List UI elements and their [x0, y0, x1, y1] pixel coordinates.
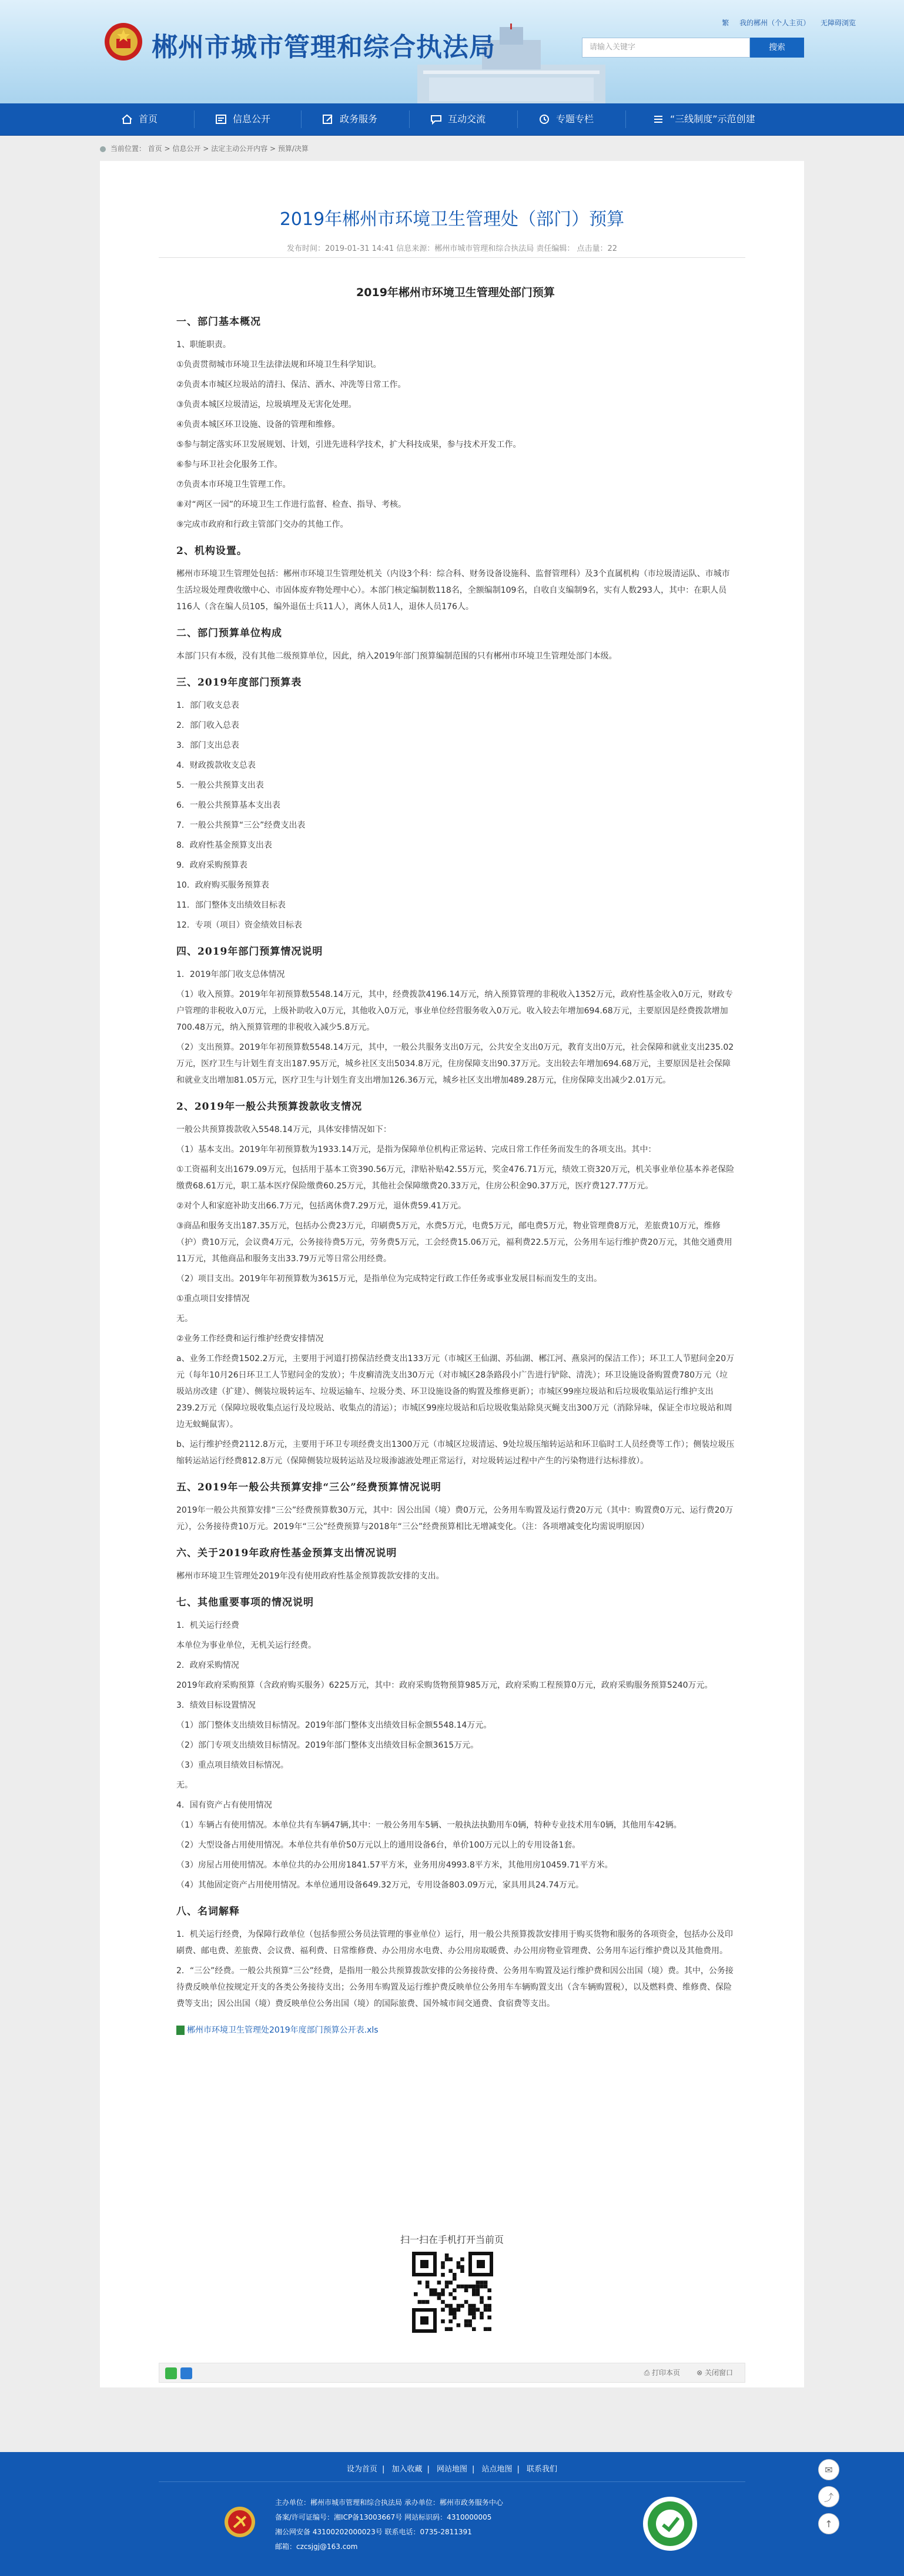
nav-label: “三线制度”示范创建: [670, 113, 755, 125]
paragraph: ①重点项目安排情况: [176, 1294, 250, 1304]
paragraph: 6．一般公共预算基本支出表: [176, 801, 280, 810]
section-heading: 2、2019年一般公共预算拨款收支情况: [176, 1101, 363, 1113]
paragraph: 3．部门支出总表: [176, 741, 239, 750]
paragraph: 4．财政拨款收支总表: [176, 761, 256, 770]
breadcrumb-item-info[interactable]: 信息公开: [172, 145, 201, 153]
nav-label: 政务服务: [340, 113, 378, 125]
nav-label: 信息公开: [233, 113, 271, 125]
close-window-button[interactable]: ⊗ 关闭窗口: [697, 2369, 733, 2377]
nav-item-topics[interactable]: [538, 103, 594, 135]
paragraph: 10．政府购买服务预算表: [176, 881, 269, 890]
paragraph: 7．一般公共预算“三公”经费支出表: [176, 821, 306, 830]
paragraph: 9．政府采购预算表: [176, 861, 247, 870]
paragraph: （2）项目支出。2019年年初预算数为3615万元，是指单位为完成特定行政工作任务或事业发展目标而发生的支出。: [176, 1274, 602, 1284]
paragraph: ⑤参与制定落实环卫发展规划、计划，引进先进科学技术，扩大科技成果，参与技术开发工作。: [176, 440, 521, 449]
footer-police: 湘公网安备 43100202000023号 联系电话：0735-2811391: [275, 2528, 472, 2536]
paragraph: 2．政府采购情况: [176, 1661, 239, 1670]
wechat-share-icon[interactable]: [165, 2367, 177, 2379]
article-tools-bar: [159, 2363, 745, 2383]
footer-email: 邮箱：czcsjgj@163.com: [275, 2543, 358, 2551]
footer-icp: 备案/许可证编号：湘ICP备13003667号 网站标识码：4310000005: [275, 2513, 492, 2521]
nav-label: 互动交流: [448, 113, 486, 125]
footer-link-stationmap[interactable]: 站点地图: [481, 2465, 513, 2474]
breadcrumb-item-home[interactable]: 首页: [148, 145, 162, 153]
top-links: [714, 18, 856, 28]
traditional-chinese-link[interactable]: 繁: [722, 19, 729, 27]
paragraph: 5．一般公共预算支出表: [176, 781, 264, 790]
location-icon: [100, 146, 106, 152]
nav-item-home[interactable]: [121, 103, 158, 135]
close-icon: ⊗: [697, 2369, 705, 2377]
search-input[interactable]: 请输入关键字: [582, 38, 750, 58]
paragraph: ④负责本城区环卫设施、设备的管理和维修。: [176, 420, 340, 429]
site-footer: [0, 2452, 904, 2576]
floating-sidebar: [818, 2459, 839, 2540]
paragraph: b、运行维护经费2112.8万元，主要用于环卫专项经费支出1300万元（市城区垃圾清运、9处垃圾压缩转运站和环卫临时工人员经费等工作）；侧装垃圾压缩转运站运行经费812.8万元（保障侧装垃圾转运站及垃圾渗滤液处理正常运行，对垃圾转运过程中产生的污染物进行达标排放）。: [176, 1440, 735, 1466]
breadcrumb-separator: >: [164, 145, 173, 153]
divider: [159, 2481, 745, 2482]
section-heading: 八、名词解释: [176, 1906, 240, 1917]
attachment-filename: 郴州市环境卫生管理处2019年度部门预算公开表.xls: [187, 2026, 379, 2035]
paragraph: ②负责本市城区垃圾站的清扫、保洁、洒水、冲洗等日常工作。: [176, 380, 406, 389]
divider: [159, 257, 745, 258]
nav-item-interaction[interactable]: [430, 103, 486, 135]
section-heading: 2、机构设置。: [176, 545, 247, 557]
qr-caption: 扫一扫在手机打开当前页: [400, 2234, 504, 2245]
paragraph: 3．绩效目标设置情况: [176, 1701, 256, 1710]
section-heading: 五、2019年一般公共预算安排“三公”经费预算情况说明: [176, 1482, 441, 1493]
paragraph: 12．专项（项目）资金绩效目标表: [176, 921, 302, 930]
nav-item-three-lines[interactable]: [652, 103, 755, 135]
chat-icon: [430, 114, 442, 125]
site-header: [0, 0, 904, 103]
paragraph: 1．部门收支总表: [176, 701, 239, 710]
paragraph: （2）支出预算。2019年年初预算数5548.14万元，其中，一般公共服务支出0万元，公共安全支出0万元，教育支出0万元，社会保障和就业支出235.02万元，医疗卫生与计划生育支出187.95万元，城乡社区支出5034.8万元，住房保障支出90.37万元。支出较去年增加694.68万元，主要原因是社会保障和就业支出增加81.05万元，医疗卫生与计划生育支出增加126.36万元，城乡社区支出增加489.28万元，住房保障支出减少2.01万元。: [176, 1043, 734, 1085]
wechat-float-button[interactable]: [818, 2459, 839, 2480]
search-button[interactable]: 搜索: [750, 38, 804, 58]
section-heading: 一、部门基本概况: [176, 316, 261, 328]
share-icon: ⤴: [823, 2491, 833, 2503]
paragraph: ②业务工作经费和运行维护经费安排情况: [176, 1334, 324, 1344]
back-to-top-button[interactable]: [818, 2513, 839, 2534]
site-title: 郴州市城市管理和综合执法局: [152, 32, 495, 62]
paragraph: 本单位为事业单位，无机关运行经费。: [176, 1641, 316, 1650]
paragraph: 2019年一般公共预算安排“三公”经费预算数30万元，其中：因公出国（境）费0万元，公务用车购置及运行费20万元（其中：购置费0万元、运行费20万元），公务接待费10万元。2019年“三公”经费预算与2018年“三公”经费预算相比无增减变化。（注：各项增减变化均需说明原因）: [176, 1506, 734, 1532]
paragraph: ⑥参与环卫社会化服务工作。: [176, 460, 283, 469]
footer-links: 设为首页 | 加入收藏 | 网站地图 | 站点地图 | 联系我们: [346, 2465, 558, 2474]
paragraph: 无。: [176, 1314, 193, 1324]
paragraph: 4．国有资产占有使用情况: [176, 1801, 272, 1810]
paragraph: 1．2019年部门收支总体情况: [176, 970, 285, 979]
paragraph: （1）基本支出。2019年年初预算数为1933.14万元，是指为保障单位机构正常运转、完成日常工作任务而发生的各项支出。其中：: [176, 1145, 657, 1154]
paragraph: （3）重点项目绩效目标情况。: [176, 1761, 289, 1770]
paragraph: （2）部门专项支出绩效目标情况。2019年部门整体支出绩效目标金额3615万元。: [176, 1741, 479, 1750]
paragraph: （4）其他固定资产占用使用情况。本单位通用设备649.32万元，专用设备803.09万元，家具用具24.74万元。: [176, 1880, 584, 1890]
page-title: 2019年郴州市环境卫生管理处（部门）预算: [279, 209, 625, 230]
footer-sponsor: 主办单位：郴州市城市管理和综合执法局 承办单位：郴州市政务服务中心: [275, 2498, 503, 2507]
paragraph: （1）收入预算。2019年年初预算数5548.14万元，其中，经费拨款4196.14万元，纳入预算管理的非税收入1352万元，政府性基金收入0万元，财政专户管理的非税收入0万元，上级补助收入0万元，其他收入0万元，事业单位经营服务收入0万元。收入较去年增加694.68万元，主要原因是经费拨款增加700.48万元，纳入预算管理的非税收入减少5.8万元。: [176, 990, 733, 1032]
paragraph: 1．机关运行经费，为保障行政单位（包括参照公务员法管理的事业单位）运行，用一般公共预算拨款安排用于购买货物和服务的各项资金，包括办公及印刷费、邮电费、差旅费、会议费、福利费、日常维修费、办公用房水电费、办公用房取暖费、办公用房物业管理费、公务用车运行维护费以及其他费用。: [176, 1930, 733, 1956]
party-emblem-icon: [223, 2505, 256, 2539]
paragraph: ③负责本城区垃圾清运，垃圾填埋及无害化处理。: [176, 400, 357, 409]
paragraph: （1）车辆占有使用情况。本单位共有车辆47辆,其中：一般公务用车5辆、一般执法执勤用车0辆，特种专业技术用车0辆，其他用车42辆。: [176, 1821, 682, 1830]
paragraph: 1、职能职责。: [176, 340, 231, 350]
home-icon: [121, 114, 133, 125]
topic-icon: [538, 114, 550, 125]
article-meta: 发布时间：2019-01-31 14:41 信息来源：郴州市城市管理和综合执法局 责任编辑： 点击量：22: [286, 244, 618, 253]
nav-item-service[interactable]: [322, 103, 377, 135]
paragraph: 11．部门整体支出绩效目标表: [176, 901, 286, 910]
section-heading: 四、2019年部门预算情况说明: [176, 946, 323, 958]
accessibility-link[interactable]: 无障碍浏览: [820, 19, 856, 27]
paragraph: ①负责贯彻城市环境卫生法律法规和环境卫生科学知识。: [176, 360, 381, 370]
article-body: [176, 276, 735, 2038]
paragraph: ③商品和服务支出187.35万元，包括办公费23万元，印刷费5万元，水费5万元，电费5万元，邮电费5万元，物业管理费8万元，差旅费10万元，维修（护）费10万元，会议费4万元，公务接待费5万元，劳务费5万元，工会经费15.06万元，福利费22.5万元，公务用车运行维护费20万元，其他交通费用11万元，其他商品和服务支出33.79万元等日常公用经费。: [176, 1221, 732, 1264]
paragraph: ⑨完成市政府和行政主管部门交办的其他工作。: [176, 520, 349, 529]
attachment-link[interactable]: [176, 2022, 735, 2038]
footer-link-sitemap[interactable]: 网站地图: [436, 2465, 467, 2474]
main-nav: [0, 103, 904, 136]
paragraph: 郴州市环境卫生管理处包括：郴州市环境卫生管理处机关（内设3个科：综合科、财务设备设施科、监督管理科）及3个直属机构（市垃圾清运队、市城市生活垃圾处理费收缴中心、市固体废弃物处理中心）。本部门核定编制数118名，全额编制109名，自收自支编制9名，实有人数293人，其中：在职人员116人（含在编人员105，编外退伍士兵11人），离休人员1人，退休人员176人。: [176, 569, 730, 612]
section-heading: 三、2019年度部门预算表: [176, 677, 302, 688]
paragraph: ①工资福利支出1679.09万元，包括用于基本工资390.56万元，津贴补贴42.55万元，奖金476.71万元，绩效工资320万元，机关事业单位基本养老保险缴费68.61万元，职工基本医疗保险缴费60.25万元，其他社会保障缴费20.33万元，住房公积金90.37万元，医疗费127.77万元。: [176, 1165, 735, 1191]
document-title: 2019年郴州市环境卫生管理处部门预算: [356, 286, 555, 299]
footer-link-sethome[interactable]: 设为首页: [346, 2465, 377, 2474]
section-heading: 六、关于2019年政府性基金预算支出情况说明: [176, 1547, 397, 1559]
nav-label: 首页: [139, 113, 158, 125]
breadcrumb: [100, 139, 805, 159]
breadcrumb-prefix: 当前位置：: [110, 145, 146, 153]
paragraph: （3）房屋占用使用情况。本单位共的办公用房1841.57平方米，业务用房4993.8平方米，其他用房10459.71平方米。: [176, 1860, 613, 1870]
excel-file-icon: [176, 2026, 185, 2035]
print-button[interactable]: ⎙ 打印本页: [644, 2369, 680, 2377]
paragraph: 2．“三公”经费。一般公共预算“三公”经费，是指用一般公共预算拨款安排的公务接待费、公务用车购置及运行维护费和因公出国（境）费。其中，公务接待费反映单位按规定开支的各类公务接待支出；公务用车购置及运行维护费反映单位公务用车车辆购置支出（含车辆购置税），以及燃料费、维修费、保险费等支出；因公出国（境）费反映单位公务出国（境）的国际旅费、国外城市间交通费、食宿费等支出。: [176, 1966, 734, 2009]
paragraph: 无。: [176, 1781, 193, 1790]
paragraph: ⑧对“两区一园”的环境卫生工作进行监督、检查、指导、考核。: [176, 500, 407, 509]
paragraph: 郴州市环境卫生管理处2019年没有使用政府性基金预算拨款安排的支出。: [176, 1571, 444, 1581]
section-heading: 二、部门预算单位构成: [176, 627, 282, 639]
section-heading: 七、其他重要事项的情况说明: [176, 1597, 314, 1608]
paragraph: 1．机关运行经费: [176, 1621, 239, 1630]
share-buttons: [165, 2367, 192, 2379]
list-icon: [652, 114, 664, 125]
breadcrumb-item-budget[interactable]: 预算/决算: [277, 145, 309, 153]
paragraph: ⑦负责本市环境卫生管理工作。: [176, 480, 291, 489]
paragraph: 本部门只有本级，没有其他二级预算单位，因此，纳入2019年部门预算编制范围的只有郴州市环境卫生管理处部门本级。: [176, 651, 617, 661]
info-icon: [215, 114, 227, 125]
my-homepage-link[interactable]: 我的郴州（个人主页）: [739, 19, 811, 27]
footer-link-contact[interactable]: 联系我们: [527, 2465, 558, 2474]
paragraph: （1）部门整体支出绩效目标情况。2019年部门整体支出绩效目标金额5548.14万元。: [176, 1721, 492, 1730]
paragraph: a、业务工作经费1502.2万元，主要用于河道打捞保洁经费支出133万元（市城区王仙湖、苏仙湖、郴江河、燕泉河的保洁工作）；环卫工人节慰问金20万元（每年10月26日环卫工人节慰问金的发放）；牛皮癣清洗支出30万元（对市城区28条路段小广告进行铲除、清洗）；环卫设施设备购置费780万元（垃圾站房改建（扩建）、侧装垃圾转运车、垃圾运输车、垃圾分类、环卫设施设备的购置及维修更新）；市城区99座垃圾站和后垃圾收集站运行维护支出239.2万元（保障垃圾收集点运行及垃圾站、收集点的清运）；市城区99座垃圾站和后垃圾收集站除臭灭蝇支出300万元（消除异味，保证全市垃圾站和周边无蚊蝇鼠害）。: [176, 1354, 735, 1429]
paragraph: 8．政府性基金预算支出表: [176, 841, 272, 850]
paragraph: ②对个人和家庭补助支出66.7万元，包括离休费7.29万元，退休费59.41万元。: [176, 1201, 466, 1211]
breadcrumb-separator: >: [269, 145, 278, 153]
paragraph: 2．部门收入总表: [176, 721, 239, 730]
national-emblem-icon: [103, 21, 143, 62]
paragraph: 一般公共预算拨款收入5548.14万元，具体安排情况如下：: [176, 1125, 391, 1134]
paragraph: 2019年政府采购预算（含政府购买服务）6225万元，其中：政府采购货物预算985万元，政府采购工程预算0万元，政府采购服务预算5240万元。: [176, 1681, 713, 1690]
arrow-up-icon: ↑: [825, 2518, 833, 2530]
footer-info: [275, 2496, 687, 2554]
qr-code: [411, 2251, 494, 2333]
gov-site-error-badge-icon[interactable]: [642, 2496, 698, 2552]
paragraph: （2）大型设备占用使用情况。本单位共有单价50万元以上的通用设备6台，单价100万元以上的专用设备1套。: [176, 1841, 581, 1850]
share-float-button[interactable]: [818, 2486, 839, 2507]
nav-label: 专题专栏: [556, 113, 594, 125]
footer-link-favorite[interactable]: 加入收藏: [391, 2465, 423, 2474]
breadcrumb-item-legal[interactable]: 法定主动公开内容: [211, 145, 268, 153]
content-blocks: [176, 314, 735, 2014]
weibo-share-icon[interactable]: [180, 2367, 192, 2379]
edit-icon: [322, 114, 334, 125]
nav-item-info[interactable]: [215, 103, 270, 135]
printer-icon: ⎙: [644, 2369, 652, 2377]
wechat-icon: ✉: [825, 2464, 833, 2476]
breadcrumb-separator: >: [203, 145, 212, 153]
